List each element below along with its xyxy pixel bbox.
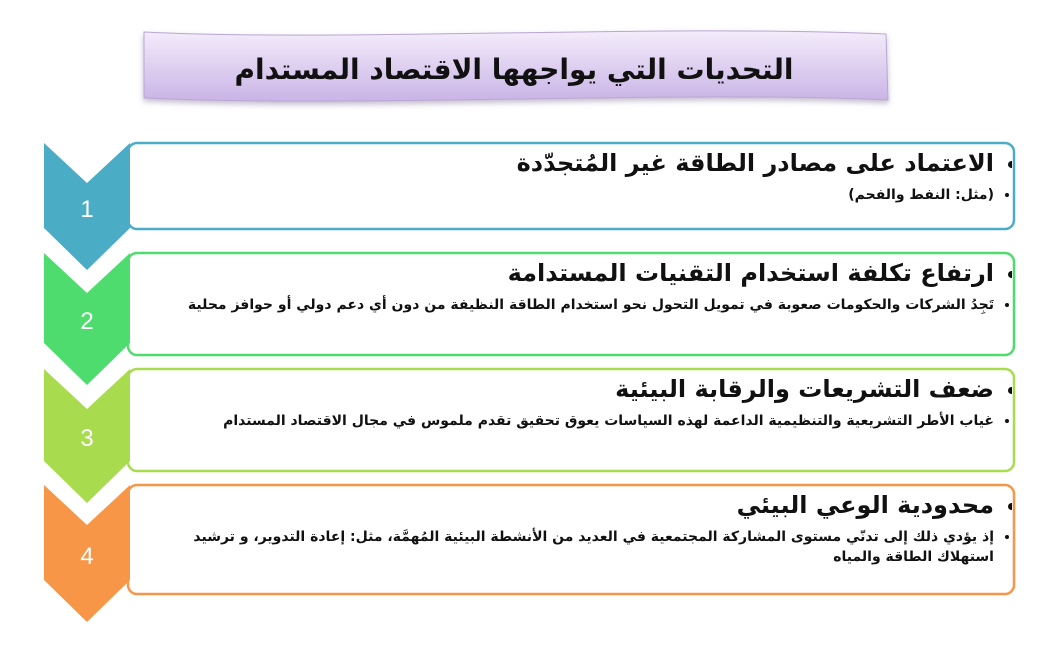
step-number-1: 1	[80, 195, 94, 223]
step-content-4	[172, 489, 1012, 592]
step-content-3	[172, 373, 1012, 469]
step-detail: • غياب الأطر التشريعية والتنظيمية الداعمة لهذه السياسات يعوق تحقيق تقدم ملموس في مجال الاقتصاد المستدام	[172, 411, 994, 431]
step-number-2: 2	[80, 308, 94, 335]
step-detail: • تَجِدُ الشركات والحكومات صعوبة في تمويل التحول نحو استخدام الطاقة النظيفة من دون أي دعم دولي أو حوافز محلية	[172, 295, 994, 315]
step-detail: • (مثل: النفط والفحم)	[172, 185, 994, 205]
step-content-2	[172, 257, 1012, 353]
step-content-1	[172, 147, 1012, 227]
page-title: التحديات التي يواجهها الاقتصاد المستدام	[234, 52, 794, 86]
step-detail: • إذ يؤدي ذلك إلى تدنّي مستوى المشاركة المجتمعية في العديد من الأنشطة البيئية المُهمَّة، مثل: إعادة التدوير، و ترشيد استهلاك الطاقة والمياه	[172, 527, 994, 567]
step-number-4: 4	[80, 542, 94, 570]
step-number-3: 3	[80, 425, 94, 452]
step-heading: • ضعف التشريعات والرقابة البيئية	[172, 373, 994, 405]
step-heading: • محدودية الوعي البيئي	[172, 489, 994, 521]
step-heading: • ارتفاع تكلفة استخدام التقنيات المستدامة	[172, 257, 994, 289]
step-heading: • الاعتماد على مصادر الطاقة غير المُتجدّدة	[172, 147, 994, 179]
